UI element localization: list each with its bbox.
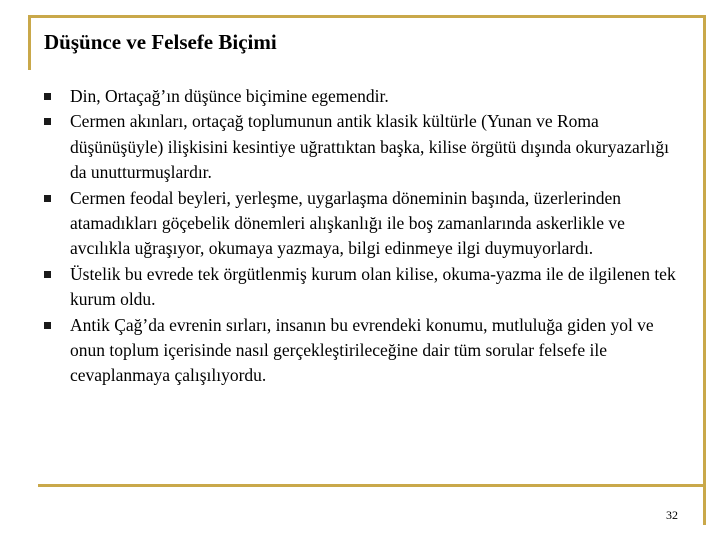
bullet-item — [44, 313, 684, 389]
bullet-text: Cermen akınları, ortaçağ toplumunun antik klasik kültürle (Yunan ve Roma düşünüşüyle) ilişkisini kesintiye uğrattıktan başka, kilise örgütü dışında okuryazarlığı da unutturmuşlardır. — [70, 111, 669, 183]
square-bullet-icon — [44, 322, 51, 329]
bullet-item — [44, 109, 684, 185]
bullet-list — [44, 84, 684, 389]
frame-bottom-rule — [38, 484, 706, 487]
frame-left-rule — [28, 15, 31, 70]
page-number: 32 — [666, 508, 678, 522]
square-bullet-icon — [44, 93, 51, 100]
square-bullet-icon — [44, 195, 51, 202]
square-bullet-icon — [44, 118, 51, 125]
bullet-item — [44, 84, 684, 109]
bullet-text: Üstelik bu evrede tek örgütlenmiş kurum olan kilise, okuma-yazma ile de ilgilenen tek kurum oldu. — [70, 263, 676, 310]
slide-title: Düşünce ve Felsefe Biçimi — [44, 30, 277, 54]
bullet-text: Cermen feodal beyleri, yerleşme, uygarlaşma döneminin başında, üzerlerinden atamadıkları göçebelik dönemleri alışkanlığı ile boş zamanlarında askerlikle ve avcılıkla uğraşıyor, okumaya yazmaya, bilgi edinmeye ilgi duymuyorlardı. — [70, 187, 625, 259]
frame-top-rule — [28, 15, 706, 18]
bullet-text: Antik Çağ’da evrenin sırları, insanın bu evrendeki konumu, mutluluğa giden yol ve onun toplum içerisinde nasıl gerçekleştirileceğine dair tüm sorular felsefe ile cevaplanmaya çalışılıyordu. — [70, 314, 654, 386]
square-bullet-icon — [44, 271, 51, 278]
bullet-item — [44, 262, 684, 313]
bullet-item — [44, 186, 684, 262]
bullet-text: Din, Ortaçağ’ın düşünce biçimine egemendir. — [70, 86, 389, 106]
frame-right-rule — [703, 15, 706, 525]
